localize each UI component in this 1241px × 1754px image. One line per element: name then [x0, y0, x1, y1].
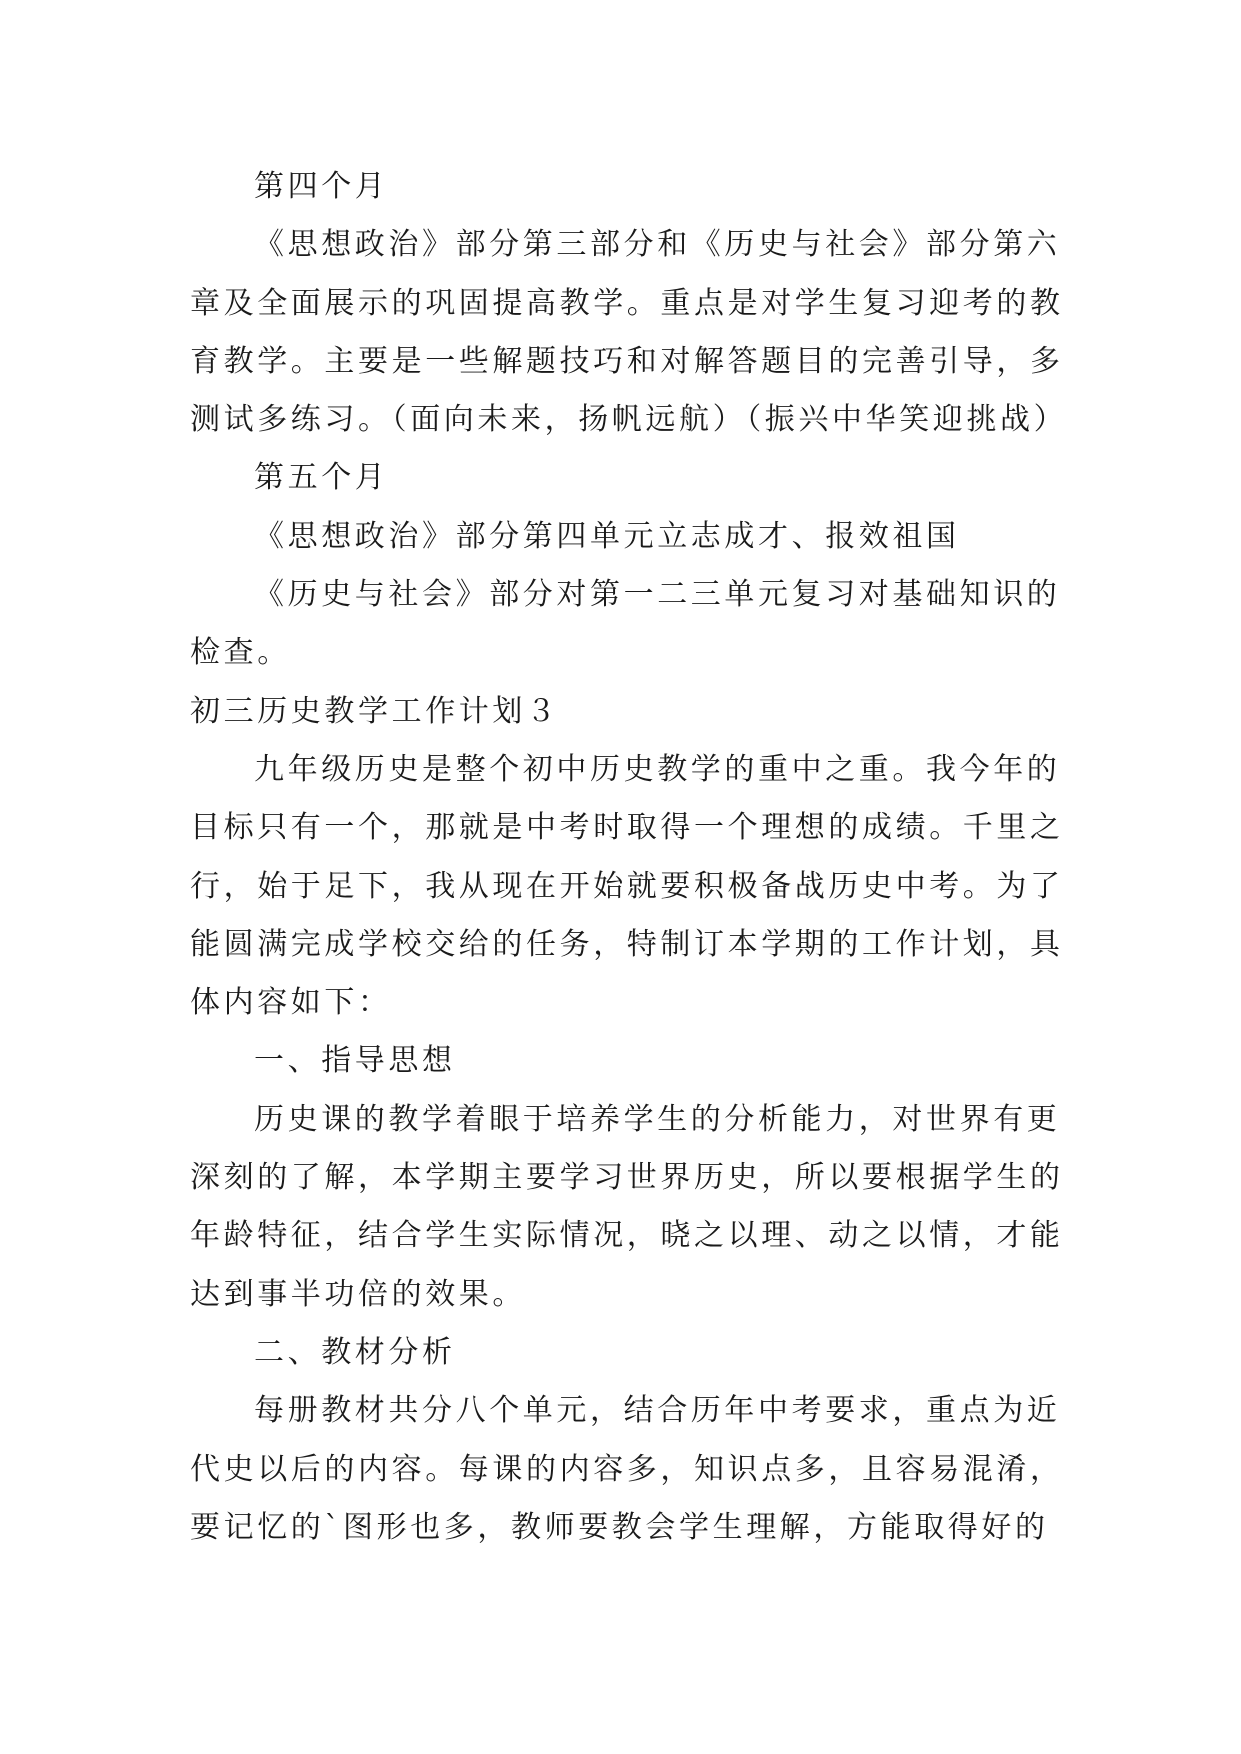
section-heading: 初三历史教学工作计划３	[190, 693, 560, 729]
paragraph-line: 第四个月	[254, 169, 389, 204]
paragraph-line: 每册教材共分八个单元，结合历年中考要求，重点为近	[254, 1393, 1061, 1429]
paragraph-line: 《思想政治》部分第三部分和《历史与社会》部分第六	[254, 227, 1061, 263]
paragraph-line: 达到事半功倍的效果。	[190, 1276, 526, 1312]
paragraph-line: 年龄特征，结合学生实际情况，晓之以理、动之以情，才能	[190, 1218, 1064, 1254]
paragraph-line: 历史课的教学着眼于培养学生的分析能力，对世界有更	[254, 1101, 1061, 1137]
paragraph-line: 深刻的了解，本学期主要学习世界历史，所以要根据学生的	[190, 1160, 1064, 1196]
paragraph-line: 《历史与社会》部分对第一二三单元复习对基础知识的	[254, 577, 1061, 613]
paragraph-line: 要记忆的`图形也多，教师要教会学生理解，方能取得好的	[190, 1509, 1049, 1545]
paragraph-line: 目标只有一个，那就是中考时取得一个理想的成绩。千里之	[190, 810, 1064, 846]
subsection-heading: 二、教材分析	[254, 1334, 456, 1370]
document-body	[190, 158, 1068, 1557]
paragraph-line: 章及全面展示的巩固提高教学。重点是对学生复习迎考的教	[190, 285, 1064, 321]
paragraph-line: 能圆满完成学校交给的任务，特制订本学期的工作计划，具	[190, 926, 1064, 962]
paragraph-line: 育教学。主要是一些解题技巧和对解答题目的完善引导，多	[190, 343, 1064, 379]
subsection-heading: 一、指导思想	[254, 1043, 456, 1079]
paragraph-line: 测试多练习。（面向未来，扬帆远航）（振兴中华笑迎挑战）	[190, 402, 1068, 438]
paragraph-line: 体内容如下：	[190, 985, 392, 1021]
paragraph-line: 检查。	[190, 635, 291, 671]
paragraph-line: 九年级历史是整个初中历史教学的重中之重。我今年的	[254, 751, 1061, 787]
paragraph-line: 行，始于足下，我从现在开始就要积极备战历史中考。为了	[190, 868, 1064, 904]
paragraph-line: 《思想政治》部分第四单元立志成才、报效祖国	[254, 518, 960, 554]
paragraph-line: 代史以后的内容。每课的内容多，知识点多，且容易混淆，	[190, 1451, 1064, 1487]
paragraph-line: 第五个月	[254, 460, 389, 496]
